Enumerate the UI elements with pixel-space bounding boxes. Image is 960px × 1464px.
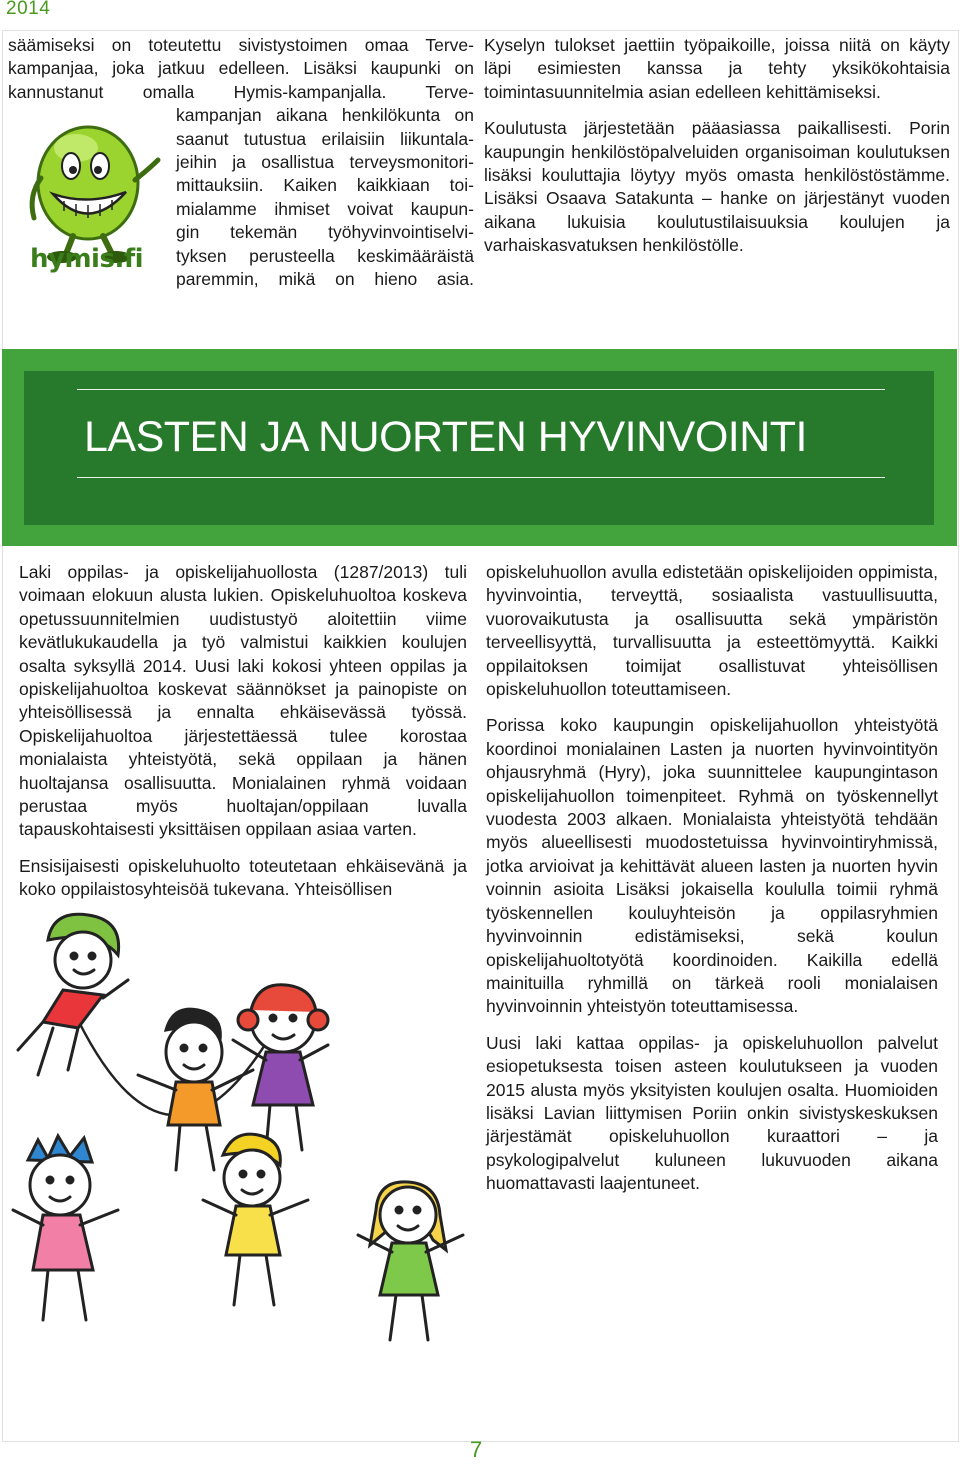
paragraph: Kyselyn tulokset jaettiin työpaikoille, joissa niitä on käyty läpi esimiesten kanssa ja tehty yksikökohtaisia toimintasuunnitelmia asian edelleen kehittämiseksi.	[484, 35, 950, 102]
bottom-right-column	[486, 561, 938, 1209]
year-label: 2014	[6, 0, 51, 19]
paragraph: Uusi laki kattaa oppilas- ja opiskeluhuollon palvelut esiopetuksesta toisen asteen koulutukseen ja vuoden 2015 alusta myös yksityisten koulujen osalta. Huomioiden lisäksi Lavian liittymisen Poriin onkin sivistyskeskuksen järjestämät opiskeluhuollon kuraattori – ja psykologipalvelut kuluneen lukuvuoden aikana huomattavasti laajentuneet.	[486, 1032, 938, 1194]
hymis-mascot-image	[8, 108, 166, 280]
paragraph: opiskeluhuollon avulla edistetään opiskelijoiden oppimista, hyvinvointia, terveyttä, sosiaalista vastuullisuutta, vuorovaikutusta ja osallisuutta sekä ympäristön terveellisyyttä, turvallisuutta ja esteettömyyttä. Kaikki oppilaitoksen toimijat osallistuvat yhteisöllisen opiskeluhuollon toteuttamiseen.	[486, 562, 938, 700]
text-line: gin tekemän työhyvinvointiselvi-	[176, 222, 474, 243]
children-illustration	[8, 910, 478, 1350]
text-line: mittauksiin. Kaiken kaikkiaan toi-	[176, 175, 474, 196]
text-line: paremmin, mikä on hieno asia.	[176, 269, 474, 290]
section-title: LASTEN JA NUORTEN HYVINVOINTI	[84, 413, 808, 461]
paragraph: Koulutusta järjestetään pääasiassa paikallisesti. Porin kaupungin henkilöstöpalveluiden organisoiman koulutuksen lisäksi kouluttajia löytyy myös omasta henkilöstöstämme. Lisäksi Osaava Satakunta – hanke on järjestänyt vuoden aikana lukuisia koulutustilaisuuksia koulujen ja varhaiskasvatuksen henkilöstölle.	[484, 118, 950, 256]
top-left-column	[8, 34, 474, 291]
page-number: 7	[470, 1437, 483, 1462]
paragraph: Porissa koko kaupungin opiskelijahuollon yhteistyötä koordinoi monialainen Lasten ja nuorten hyvinvointityön ohjausryhmä (Hyry), joka suunnittelee kaupungintason opiskelijahuollon toimenpiteet. Ryhmä on työskennellyt vuodesta 2003 alkaen. Monialaista yhteistyötä tehdään myös alueellisesti muodostetuissa hyvinvointiryhmissä, jotka arvioivat ja kehittävät alueen lasten ja nuorten hyvin voinnin asioita Lisäksi jokaisella koululla toimii ryhmä työskennellen kouluyhteisön ja oppilasryhmien hyvinvoinnin edistämiseksi, sekä koulun opiskelijahuoltotyötä koordinoiden. Kaikilla edellä mainituilla ryhmillä on tärkeä rooli monialaisen hyvinvoinnin yhteistyön toteuttamisessa.	[486, 715, 938, 1017]
text-line: säämiseksi on toteutettu sivistystoimen omaa Terve-	[8, 35, 474, 55]
banner-rule-top	[77, 389, 885, 390]
text-line: tyksen perusteella keskimääräistä	[176, 245, 474, 266]
text-line: kannustanut omalla Hymis-kampanjalla. Terve-	[8, 81, 474, 102]
section-banner	[2, 349, 957, 546]
text-line: mialamme ihmiset voivat kaupun-	[176, 198, 474, 219]
section-banner-inner	[24, 371, 934, 525]
text-line: kampanjaa, joka jatkuu edelleen. Lisäksi kaupunki on	[8, 58, 474, 79]
bottom-left-column	[19, 561, 467, 915]
banner-rule-bottom	[77, 477, 885, 478]
paragraph: Laki oppilas- ja opiskelijahuollosta (1287/2013) tuli voimaan elokuun alusta lukien. Opiskeluhuoltoa koskeva opetussuunnitelmien uudistustyö aloitettiin viime kevätlukukaudella ja työ valmistui kaikkien koulujen osalta syksyllä 2014. Uusi laki kokosi yhteen oppilas ja opiskelijahuoltoa koskevat säännökset ja painopiste on yhteisöllisessä ja ennalta ehkäisevässä työssä. Opiskelijahuoltoa järjestettäessä tulee korostaa monialaista yhteistyötä, sekä oppilaan ja hänen huoltajansa osallisuutta. Monialainen ryhmä voidaan perustaa myös huoltajan/oppilaan luvalla tapauskohtaisesti yksittäisen oppilaan asiaa varten.	[19, 562, 467, 840]
top-right-column	[484, 34, 950, 271]
text-line: kampanjan aikana henkilökunta on	[176, 105, 474, 126]
top-left-intro	[8, 34, 474, 104]
hymis-logo-text: hymis.fi	[30, 244, 144, 275]
text-line: saanut tutustua erilaisiin liikuntala-	[176, 128, 474, 149]
paragraph: Ensisijaisesti opiskeluhuolto toteutetaan ehkäisevänä ja koko oppilaistosyhteisöä tukevana. Yhteisöllisen	[19, 855, 467, 900]
text-line: jeihin ja osallistua terveysmonitori-	[176, 152, 474, 173]
